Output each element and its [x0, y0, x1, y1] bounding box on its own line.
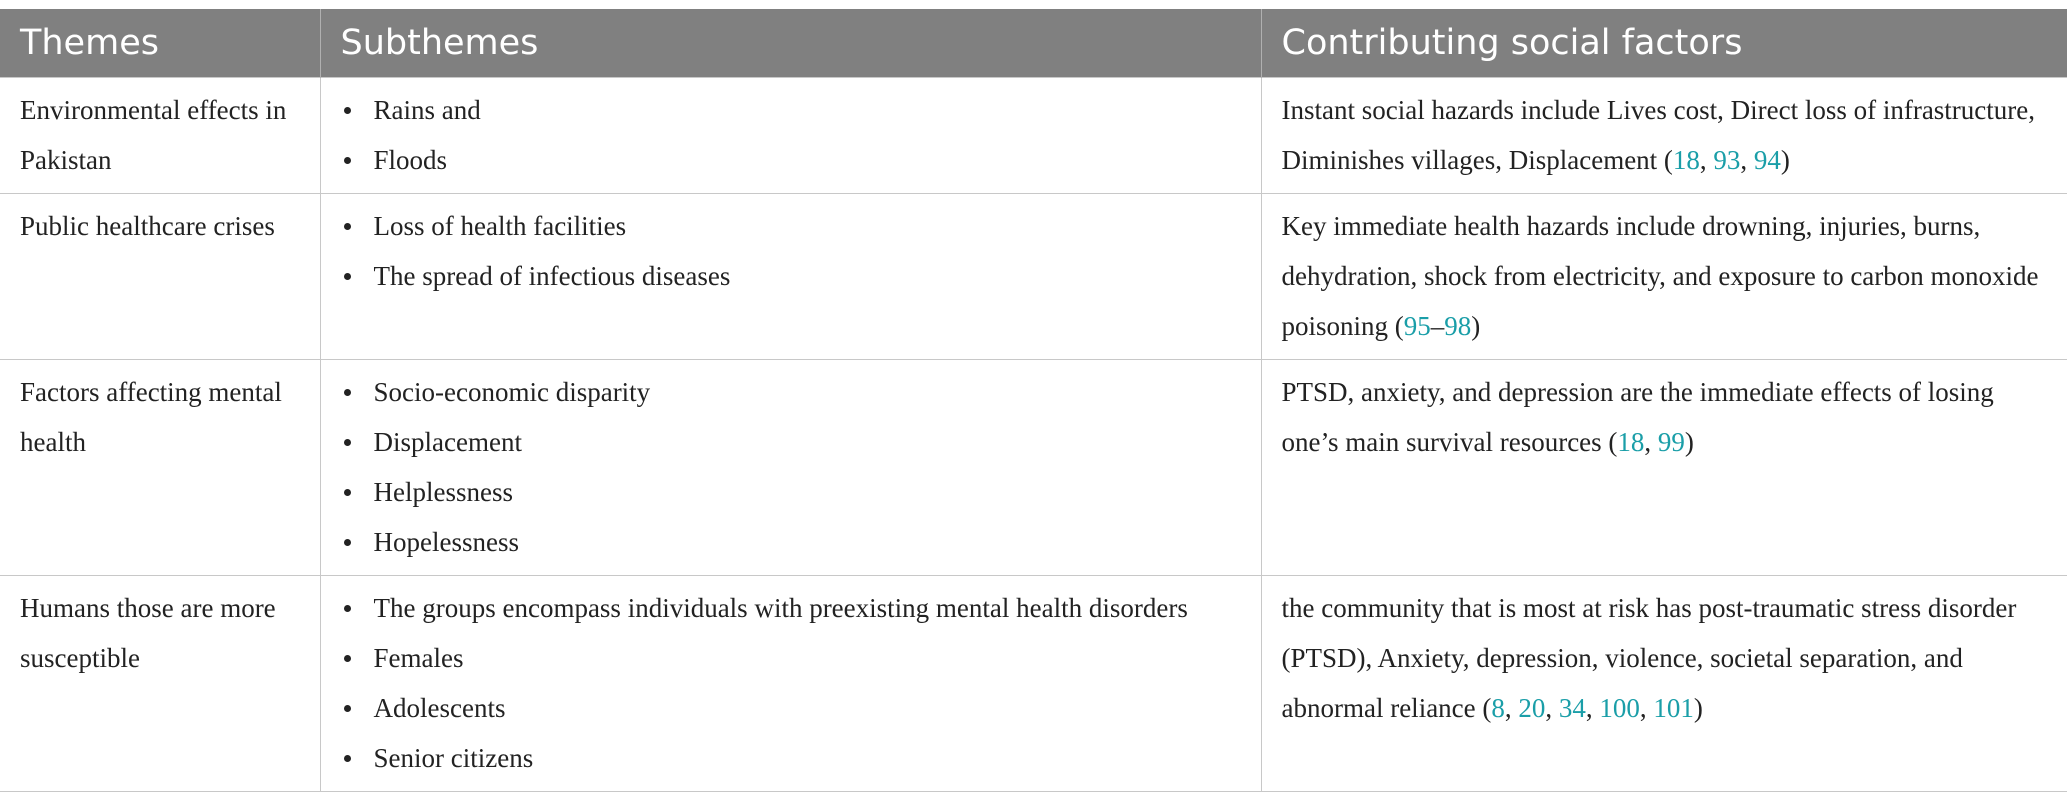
citation-link[interactable]: 8 — [1491, 693, 1505, 723]
factor-text: Instant social hazards include Lives cost, Direct loss of infrastructure, Diminishes villages, Displacement ( — [1281, 95, 2036, 175]
subtheme-item: Hopelessness — [341, 517, 1241, 567]
citation-separator: , — [1740, 145, 1754, 175]
citation-link[interactable]: 94 — [1753, 145, 1781, 175]
subthemes-cell — [320, 576, 1261, 792]
factor-text: PTSD, anxiety, and depression are the immediate effects of losing one’s main survival resources ( — [1281, 377, 1994, 457]
factor-end: ) — [1780, 145, 1790, 175]
citation-link[interactable]: 93 — [1713, 145, 1741, 175]
factor-text: Key immediate health hazards include drowning, injuries, burns, dehydration, shock from electricity, and exposure to carbon monoxide poisoning ( — [1281, 211, 2039, 341]
subtheme-item: Socio-economic disparity — [341, 367, 1241, 417]
subtheme-item: Floods — [341, 135, 1241, 185]
factors-cell — [1261, 194, 2067, 360]
subtheme-item: Adolescents — [341, 683, 1241, 733]
citation-link[interactable]: 18 — [1617, 427, 1645, 457]
citation-range-separator: – — [1430, 311, 1445, 341]
citation-link[interactable]: 101 — [1653, 693, 1694, 723]
citation-separator: , — [1644, 427, 1658, 457]
subtheme-item: Displacement — [341, 417, 1241, 467]
subtheme-item: The spread of infectious diseases — [341, 251, 1241, 301]
citation-separator: , — [1639, 693, 1654, 723]
header-themes: Themes — [0, 9, 320, 78]
citation-link[interactable]: 95 — [1403, 311, 1431, 341]
citation-link[interactable]: 99 — [1657, 427, 1685, 457]
header-contributing-factors: Contributing social factors — [1261, 9, 2067, 78]
factor-end: ) — [1693, 693, 1703, 723]
table-row — [0, 194, 2067, 360]
subtheme-list — [341, 583, 1241, 783]
subthemes-cell — [320, 194, 1261, 360]
table-row — [0, 360, 2067, 576]
header-subthemes: Subthemes — [320, 9, 1261, 78]
factors-cell — [1261, 360, 2067, 576]
citation-link[interactable]: 34 — [1558, 693, 1586, 723]
table-row — [0, 576, 2067, 792]
citation-link[interactable]: 18 — [1672, 145, 1700, 175]
subtheme-list — [341, 367, 1241, 567]
themes-table-container — [0, 9, 2067, 792]
subthemes-cell — [320, 78, 1261, 194]
citation-link[interactable]: 100 — [1599, 693, 1640, 723]
factor-text: the community that is most at risk has post-traumatic stress disorder (PTSD), Anxiety, depression, violence, societal separation, and abnormal reliance ( — [1281, 593, 2017, 723]
citation-separator: , — [1504, 693, 1519, 723]
theme-cell: Factors affecting mental health — [0, 360, 320, 576]
citation-separator: , — [1545, 693, 1559, 723]
theme-cell: Public healthcare crises — [0, 194, 320, 360]
factor-end: ) — [1471, 311, 1481, 341]
citation-link[interactable]: 20 — [1518, 693, 1546, 723]
subtheme-list — [341, 85, 1241, 185]
factor-end: ) — [1684, 427, 1694, 457]
citation-separator: , — [1699, 145, 1714, 175]
subtheme-item: Helplessness — [341, 467, 1241, 517]
factors-cell — [1261, 576, 2067, 792]
subtheme-item: The groups encompass individuals with preexisting mental health disorders — [341, 583, 1241, 633]
subtheme-list — [341, 201, 1241, 301]
theme-cell: Environmental effects in Pakistan — [0, 78, 320, 194]
subtheme-item: Senior citizens — [341, 733, 1241, 783]
subtheme-item: Loss of health facilities — [341, 201, 1241, 251]
table-header-row — [0, 9, 2067, 78]
factors-cell — [1261, 78, 2067, 194]
themes-table — [0, 9, 2067, 792]
subthemes-cell — [320, 360, 1261, 576]
theme-cell: Humans those are more susceptible — [0, 576, 320, 792]
citation-link[interactable]: 98 — [1444, 311, 1472, 341]
table-row — [0, 78, 2067, 194]
subtheme-item: Rains and — [341, 85, 1241, 135]
subtheme-item: Females — [341, 633, 1241, 683]
citation-separator: , — [1585, 693, 1600, 723]
